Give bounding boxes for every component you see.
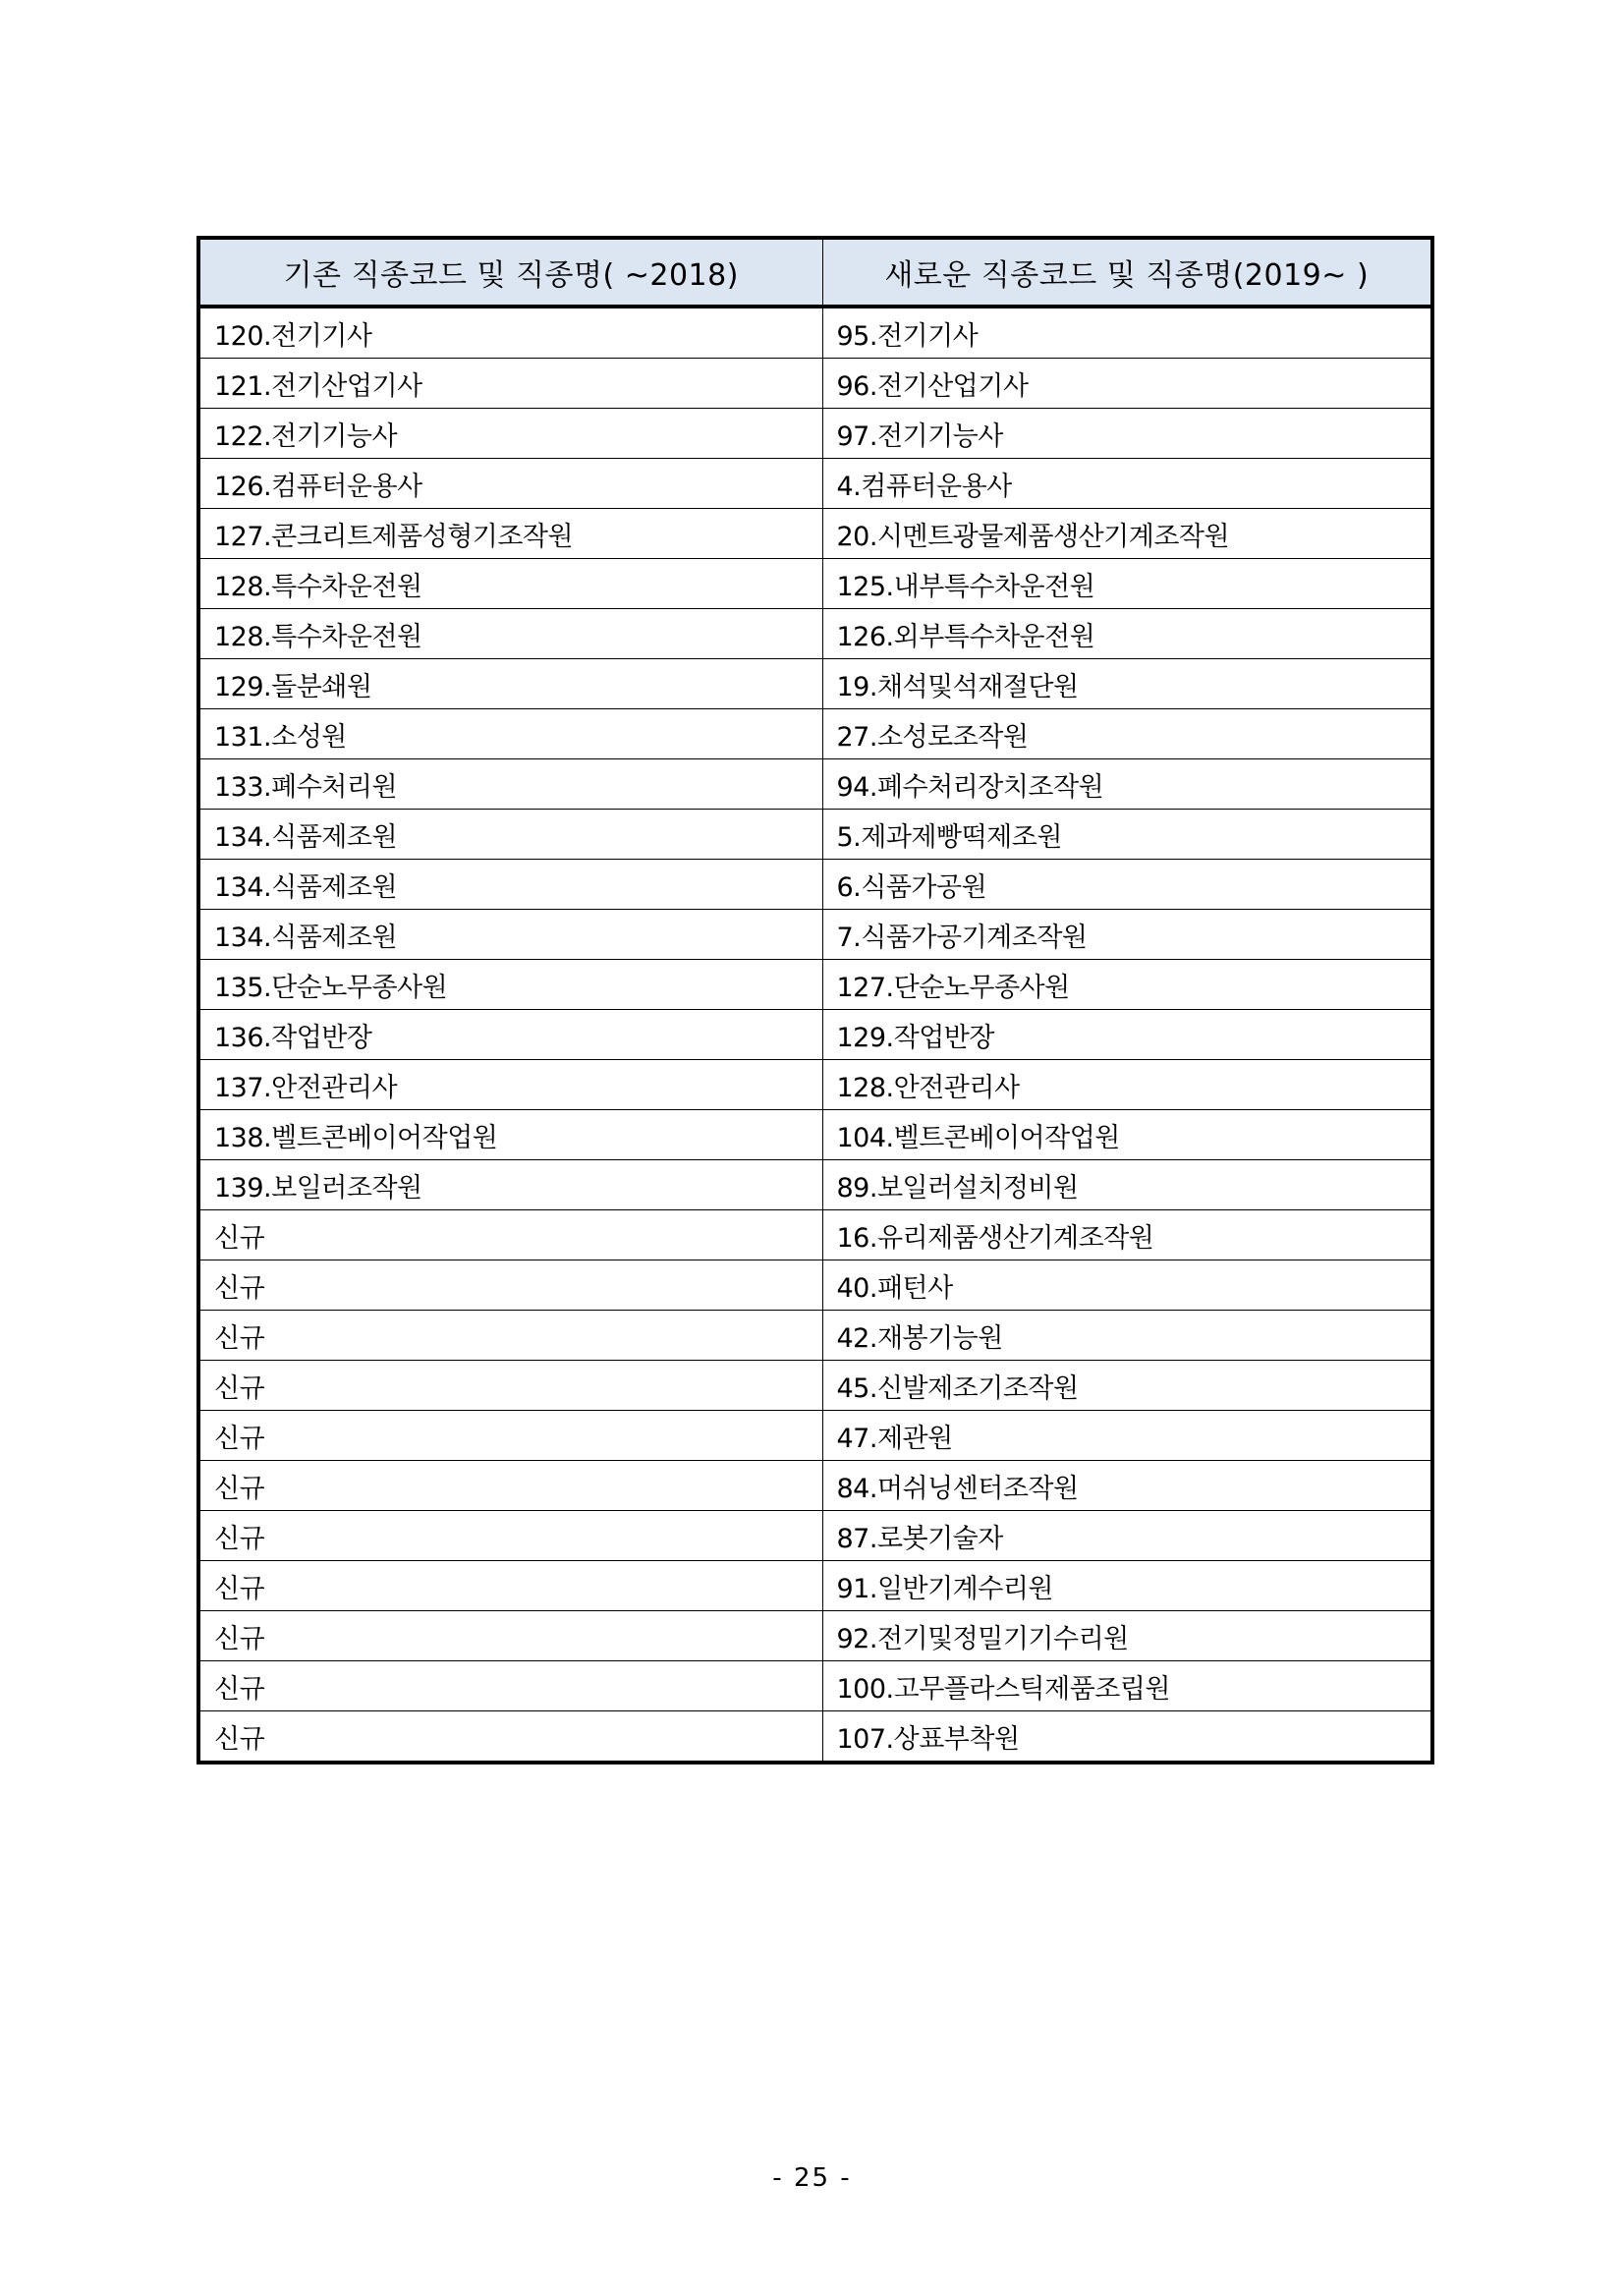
old-job-code-cell: 120.전기기사	[198, 307, 822, 359]
table-row	[198, 759, 1432, 810]
old-job-code-cell: 신규	[198, 1511, 822, 1561]
old-job-code-cell: 122.전기기능사	[198, 409, 822, 459]
old-job-code-cell: 128.특수차운전원	[198, 559, 822, 609]
new-job-code-cell: 94.폐수처리장치조작원	[822, 759, 1432, 810]
new-job-code-cell: 100.고무플라스틱제품조립원	[822, 1661, 1432, 1711]
table-row	[198, 1411, 1432, 1461]
old-job-code-cell: 신규	[198, 1210, 822, 1260]
new-job-code-cell: 126.외부특수차운전원	[822, 609, 1432, 659]
new-job-code-cell: 128.안전관리사	[822, 1060, 1432, 1110]
old-job-code-cell: 139.보일러조작원	[198, 1160, 822, 1210]
table-row	[198, 659, 1432, 709]
table-row	[198, 307, 1432, 359]
old-job-code-cell: 신규	[198, 1561, 822, 1611]
new-job-code-cell: 47.제관원	[822, 1411, 1432, 1461]
table-row	[198, 1260, 1432, 1311]
table-row	[198, 509, 1432, 559]
new-job-code-cell: 6.식품가공원	[822, 860, 1432, 910]
table-row	[198, 1661, 1432, 1711]
old-job-code-cell: 신규	[198, 1461, 822, 1511]
header-old-job-code: 기존 직종코드 및 직종명( ~2018)	[198, 238, 822, 307]
table-row	[198, 810, 1432, 860]
table-row	[198, 709, 1432, 759]
new-job-code-cell: 97.전기기능사	[822, 409, 1432, 459]
table-body	[198, 307, 1432, 1763]
table-row	[198, 609, 1432, 659]
new-job-code-cell: 92.전기및정밀기기수리원	[822, 1611, 1432, 1661]
new-job-code-cell: 19.채석및석재절단원	[822, 659, 1432, 709]
table-row	[198, 1010, 1432, 1060]
new-job-code-cell: 95.전기기사	[822, 307, 1432, 359]
old-job-code-cell: 신규	[198, 1611, 822, 1661]
table-row	[198, 359, 1432, 409]
page-number: - 25 -	[772, 2163, 852, 2193]
old-job-code-cell: 129.돌분쇄원	[198, 659, 822, 709]
new-job-code-cell: 104.벨트콘베이어작업원	[822, 1110, 1432, 1160]
new-job-code-cell: 4.컴퓨터운용사	[822, 459, 1432, 509]
table-row	[198, 1711, 1432, 1764]
old-job-code-cell: 127.콘크리트제품성형기조작원	[198, 509, 822, 559]
new-job-code-cell: 7.식품가공기계조작원	[822, 910, 1432, 960]
header-new-job-code: 새로운 직종코드 및 직종명(2019~ )	[822, 238, 1432, 307]
new-job-code-cell: 129.작업반장	[822, 1010, 1432, 1060]
old-job-code-cell: 신규	[198, 1361, 822, 1411]
table-row	[198, 1110, 1432, 1160]
old-job-code-cell: 135.단순노무종사원	[198, 960, 822, 1010]
table-row	[198, 559, 1432, 609]
table-row	[198, 1060, 1432, 1110]
old-job-code-cell: 131.소성원	[198, 709, 822, 759]
new-job-code-cell: 91.일반기계수리원	[822, 1561, 1432, 1611]
new-job-code-cell: 96.전기산업기사	[822, 359, 1432, 409]
new-job-code-cell: 84.머쉬닝센터조작원	[822, 1461, 1432, 1511]
old-job-code-cell: 138.벨트콘베이어작업원	[198, 1110, 822, 1160]
old-job-code-cell: 134.식품제조원	[198, 910, 822, 960]
new-job-code-cell: 45.신발제조기조작원	[822, 1361, 1432, 1411]
old-job-code-cell: 신규	[198, 1311, 822, 1361]
new-job-code-cell: 107.상표부착원	[836, 1723, 1020, 1755]
table-header-row	[198, 238, 1432, 307]
new-job-code-cell: 87.로봇기술자	[822, 1511, 1432, 1561]
old-job-code-cell: 133.폐수처리원	[198, 759, 822, 810]
old-job-code-cell: 121.전기산업기사	[198, 359, 822, 409]
new-job-code-cell: 42.재봉기능원	[822, 1311, 1432, 1361]
table-row	[198, 860, 1432, 910]
old-job-code-cell: 신규	[198, 1411, 822, 1461]
table-row	[198, 1561, 1432, 1611]
new-job-code-cell: 125.내부특수차운전원	[822, 559, 1432, 609]
old-job-code-cell: 신규	[198, 1661, 822, 1711]
table-row	[198, 1210, 1432, 1260]
new-job-code-cell: 40.패턴사	[822, 1260, 1432, 1311]
new-job-code-cell: 27.소성로조작원	[822, 709, 1432, 759]
old-job-code-cell: 126.컴퓨터운용사	[198, 459, 822, 509]
old-job-code-cell: 128.특수차운전원	[198, 609, 822, 659]
new-job-code-cell: 127.단순노무종사원	[822, 960, 1432, 1010]
old-job-code-cell: 신규	[198, 1711, 822, 1764]
job-code-mapping-table	[196, 236, 1434, 1764]
old-job-code-cell: 134.식품제조원	[198, 860, 822, 910]
table-row	[198, 1611, 1432, 1661]
table-row	[198, 960, 1432, 1010]
old-job-code-cell: 신규	[198, 1260, 822, 1311]
old-job-code-cell: 137.안전관리사	[198, 1060, 822, 1110]
new-job-code-cell: 5.제과제빵떡제조원	[822, 810, 1432, 860]
table-row	[198, 1311, 1432, 1361]
old-job-code-cell: 136.작업반장	[198, 1010, 822, 1060]
table-row	[198, 1461, 1432, 1511]
table-row	[198, 910, 1432, 960]
new-job-code-cell: 89.보일러설치정비원	[822, 1160, 1432, 1210]
table-row	[198, 409, 1432, 459]
table-row	[198, 1511, 1432, 1561]
old-job-code-cell: 134.식품제조원	[198, 810, 822, 860]
table-row	[198, 1361, 1432, 1411]
new-job-code-cell: 20.시멘트광물제품생산기계조작원	[822, 509, 1432, 559]
new-job-code-cell: 16.유리제품생산기계조작원	[822, 1210, 1432, 1260]
table-row	[198, 459, 1432, 509]
table-row	[198, 1160, 1432, 1210]
